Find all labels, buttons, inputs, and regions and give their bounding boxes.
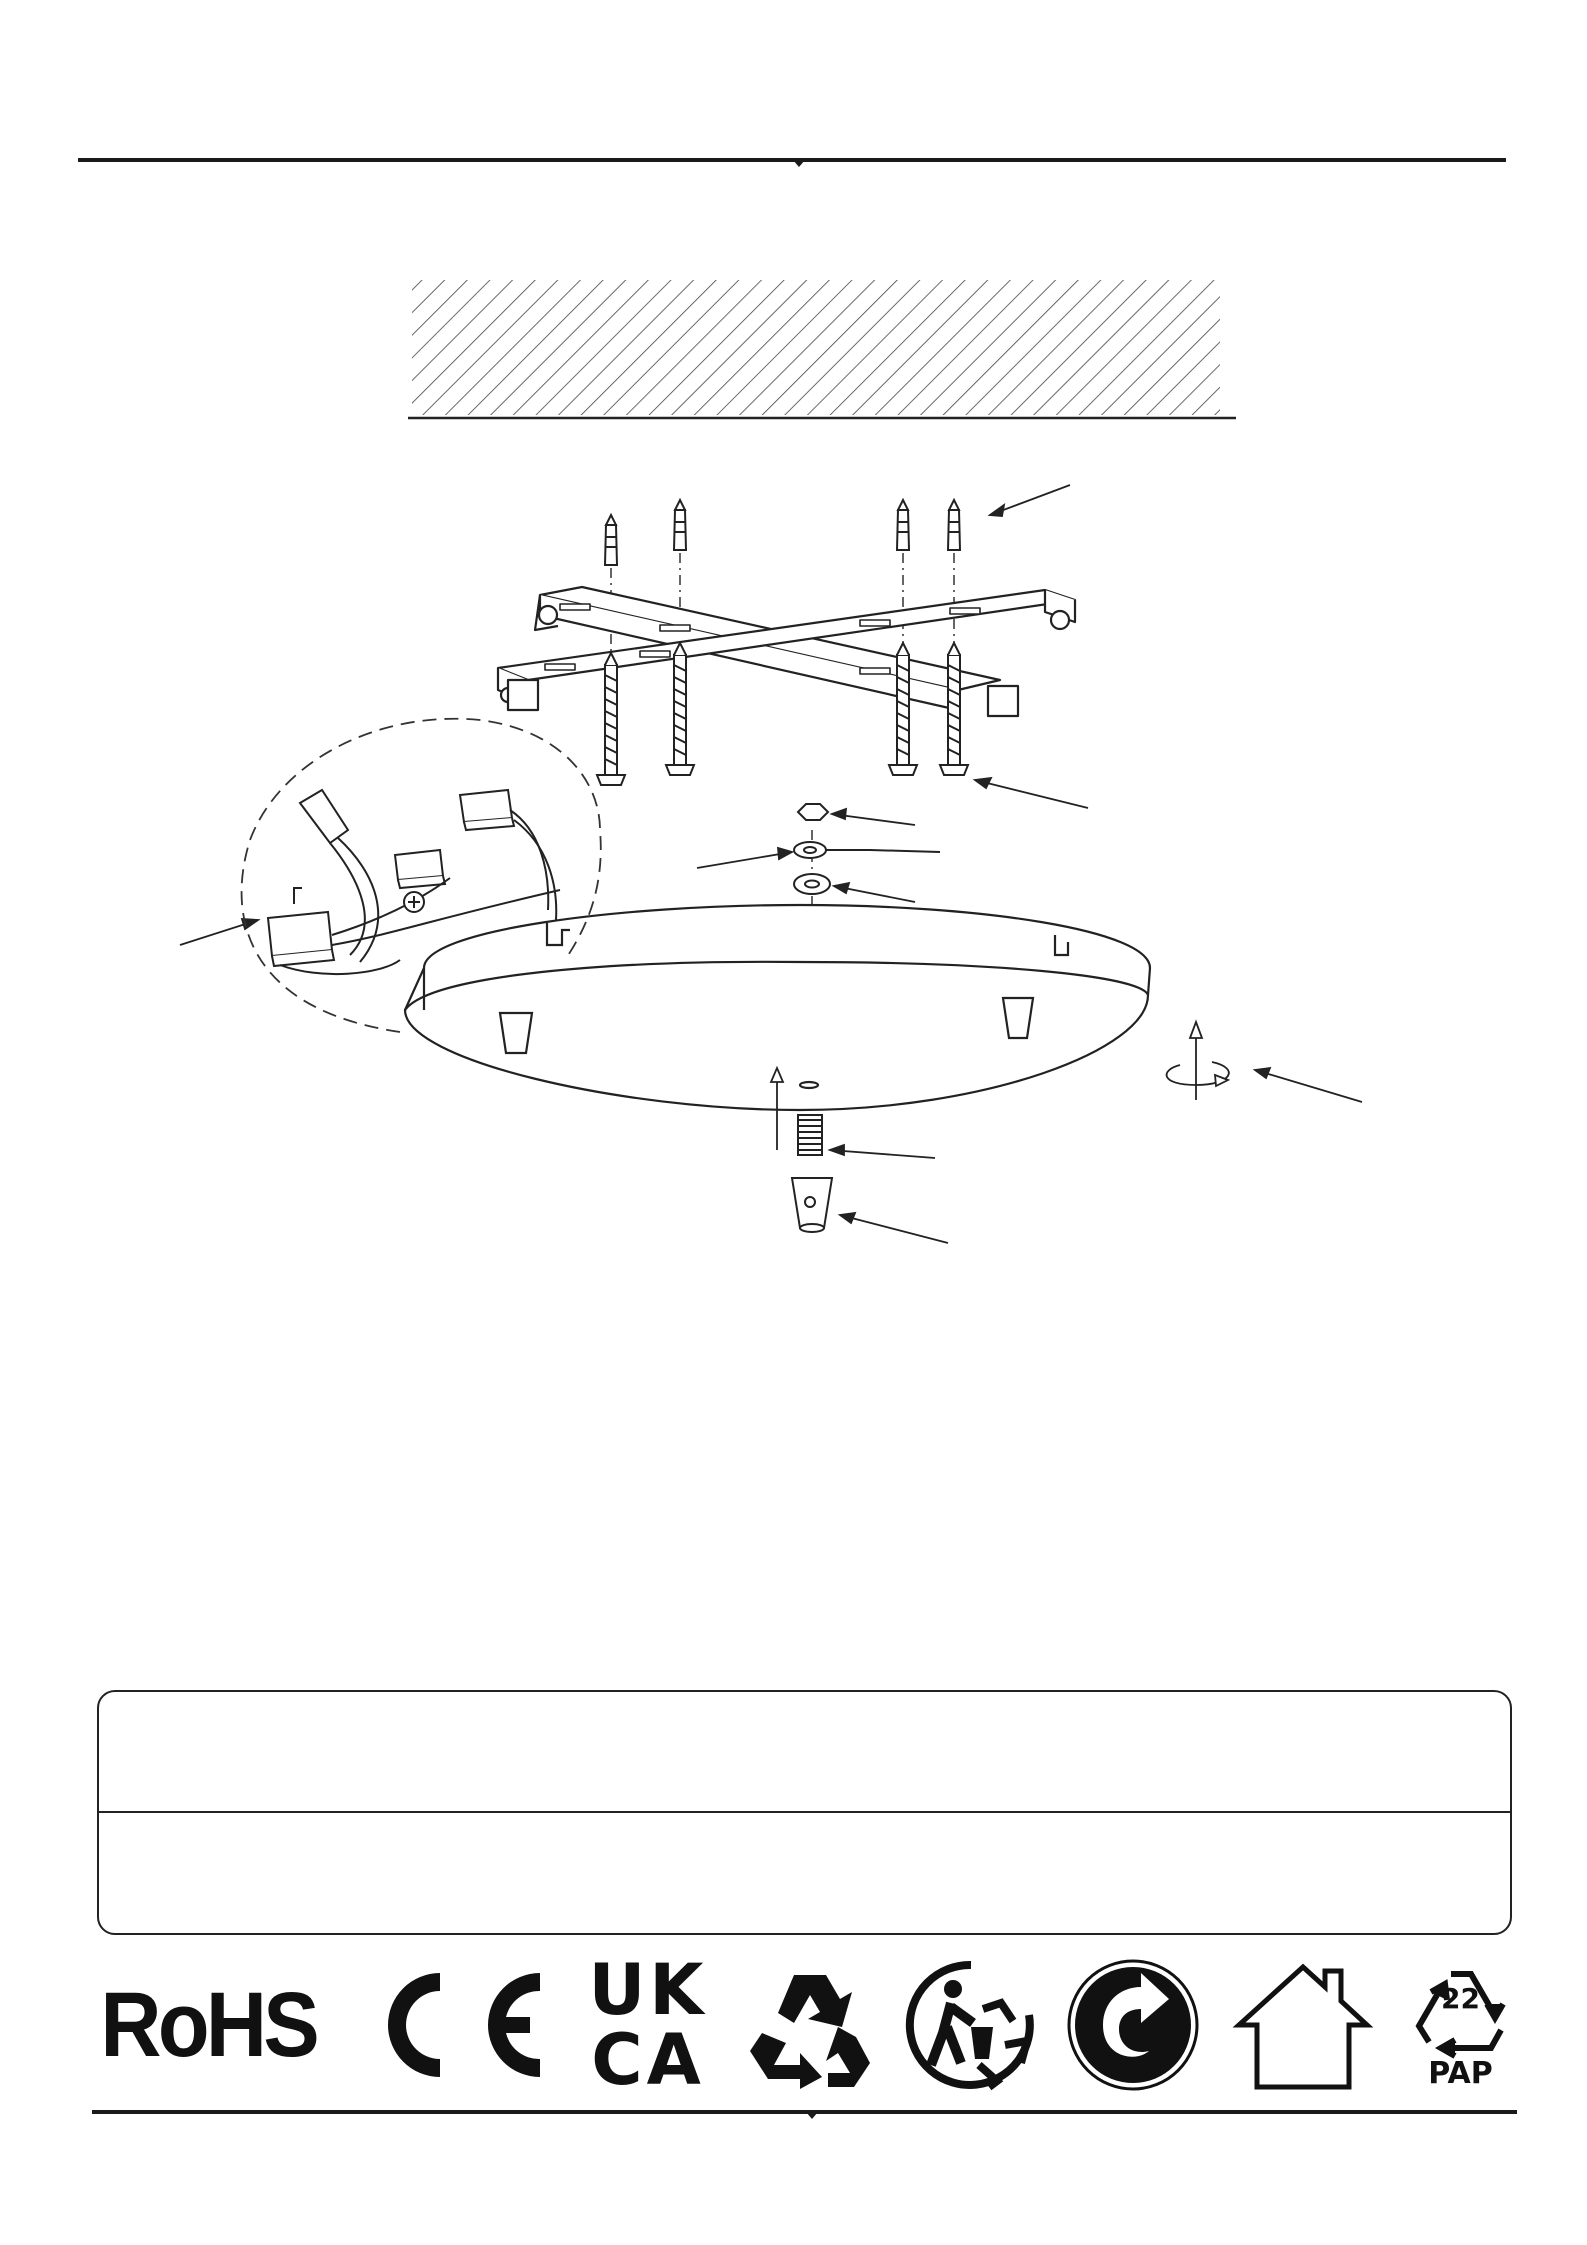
info-row-2 bbox=[99, 1813, 1510, 1934]
bottom-rule-notch bbox=[806, 2112, 818, 2119]
cable-grip bbox=[792, 1178, 832, 1232]
info-row-1 bbox=[99, 1692, 1510, 1813]
cross-bracket bbox=[498, 587, 1075, 716]
pap-number: 22 bbox=[1441, 1982, 1480, 2015]
ukca-line-1: UK bbox=[588, 1949, 708, 2031]
wall-plug bbox=[897, 500, 909, 550]
info-box bbox=[97, 1690, 1512, 1935]
rohs-mark bbox=[88, 1950, 328, 2100]
ceiling bbox=[408, 280, 1236, 418]
compliance-marks bbox=[88, 1950, 1528, 2100]
bottom-rule bbox=[92, 2110, 1517, 2114]
indoor-use-icon bbox=[1223, 1950, 1383, 2100]
wall-plug bbox=[674, 500, 686, 550]
screw bbox=[597, 653, 625, 785]
threaded-tube bbox=[798, 1115, 822, 1155]
pap-recycling-icon bbox=[1393, 1950, 1528, 2100]
ukca-mark-icon bbox=[578, 1950, 718, 2100]
tidyman-icon bbox=[896, 1950, 1046, 2100]
wall-plug bbox=[605, 515, 617, 565]
rohs-label: RoHS bbox=[100, 1973, 316, 2076]
screw bbox=[666, 643, 694, 775]
earth-fixings bbox=[794, 804, 940, 894]
ce-mark-icon bbox=[350, 1950, 550, 2100]
ring-terminal bbox=[826, 850, 940, 852]
green-dot-icon bbox=[1063, 1950, 1203, 2100]
nut bbox=[798, 804, 828, 820]
pap-label: PAP bbox=[1428, 2055, 1493, 2091]
ukca-line-2: CA bbox=[591, 2019, 705, 2101]
wall-plugs bbox=[605, 500, 960, 565]
leader-lines bbox=[180, 485, 1362, 1243]
wall-plug bbox=[948, 500, 960, 550]
screw bbox=[940, 643, 968, 775]
recycle-icon bbox=[740, 1950, 880, 2100]
